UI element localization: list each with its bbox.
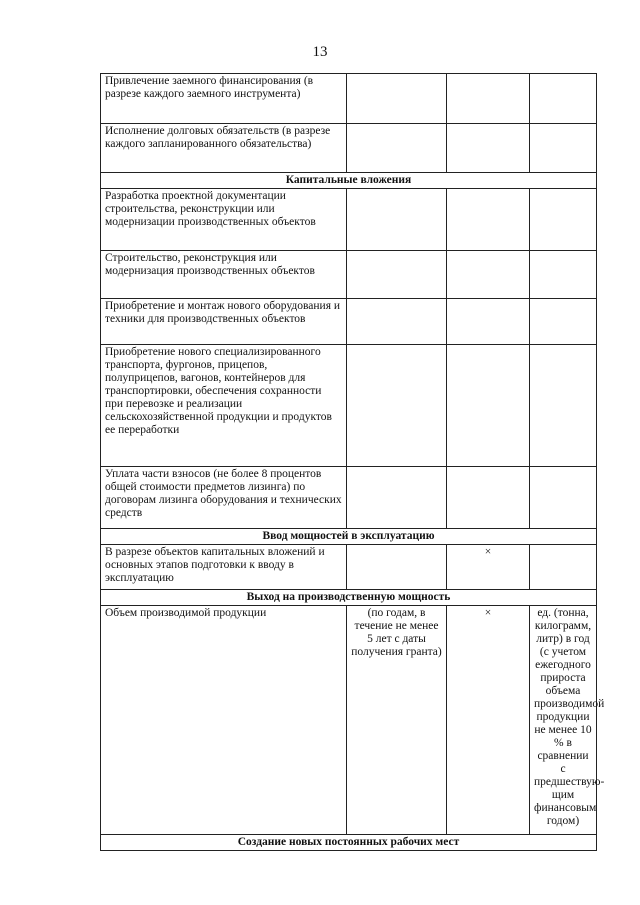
table-cell — [447, 189, 530, 251]
table-cell — [447, 467, 530, 529]
table-cell — [347, 189, 447, 251]
section-title-commissioning: Ввод мощностей в эксплуатацию — [101, 529, 597, 545]
row-label: Разработка проектной документации строительства, реконструкции или модернизации производственных объектов — [101, 189, 347, 251]
table-row — [101, 345, 597, 467]
table-cell — [447, 74, 530, 124]
table-cell — [530, 345, 597, 467]
row-label: Объем производимой продукции — [101, 606, 347, 835]
section-row — [101, 590, 597, 606]
table-cell — [530, 189, 597, 251]
row-label: Приобретение и монтаж нового оборудования и техники для производственных объектов — [101, 299, 347, 345]
table-cell — [530, 467, 597, 529]
row-label: Исполнение долговых обязательств (в разрезе каждого запланированного обязательства) — [101, 124, 347, 173]
table-row — [101, 606, 597, 835]
row-label: Приобретение нового специализированного транспорта, фургонов, прицепов, полуприцепов, вагонов, контейнеров для транспортировки, обеспечения сохранности при перевозке и реализации сельскохозяйственной продукции и продуктов ее переработки — [101, 345, 347, 467]
plan-table — [100, 73, 605, 851]
table-cell — [447, 299, 530, 345]
period-note: (по годам, в течение не менее 5 лет с даты получения гранта) — [347, 606, 447, 835]
table-cell — [530, 74, 597, 124]
table-row — [101, 189, 597, 251]
table-cell — [530, 299, 597, 345]
table-cell — [530, 251, 597, 299]
table-row — [101, 299, 597, 345]
not-applicable-mark: × — [447, 545, 530, 590]
table-cell — [447, 251, 530, 299]
section-title-capital: Капитальные вложения — [101, 173, 597, 189]
table-cell — [347, 299, 447, 345]
table-cell — [447, 124, 530, 173]
table-row — [101, 251, 597, 299]
table-cell — [447, 345, 530, 467]
table-cell — [347, 467, 447, 529]
table-row — [101, 545, 597, 590]
section-row — [101, 529, 597, 545]
table-cell — [347, 251, 447, 299]
table-cell — [530, 545, 597, 590]
section-row — [101, 173, 597, 189]
not-applicable-mark: × — [447, 606, 530, 835]
section-row — [101, 835, 597, 851]
row-label: В разрезе объектов капитальных вложений и основных этапов подготовки к вводу в эксплуатацию — [101, 545, 347, 590]
row-label: Уплата части взносов (не более 8 процентов общей стоимости предметов лизинга) по договорам лизинга оборудования и технических средств — [101, 467, 347, 529]
table-row — [101, 467, 597, 529]
section-title-jobs: Создание новых постоянных рабочих мест — [101, 835, 597, 851]
unit-note: ед. (тонна, килограмм, литр) в год (с учетом ежегодного прироста объема производимой продукции не менее 10 % в сравнении с предшествую-щим финансовым годом) — [530, 606, 597, 835]
table-cell — [347, 74, 447, 124]
table-cell — [530, 124, 597, 173]
section-title-output: Выход на производственную мощность — [101, 590, 597, 606]
page-number: 13 — [312, 44, 328, 60]
table-cell — [347, 545, 447, 590]
row-label: Привлечение заемного финансирования (в разрезе каждого заемного инструмента) — [101, 74, 347, 124]
table-cell — [347, 345, 447, 467]
table-row — [101, 124, 597, 173]
table-cell — [347, 124, 447, 173]
table-row — [101, 74, 597, 124]
row-label: Строительство, реконструкция или модернизация производственных объектов — [101, 251, 347, 299]
